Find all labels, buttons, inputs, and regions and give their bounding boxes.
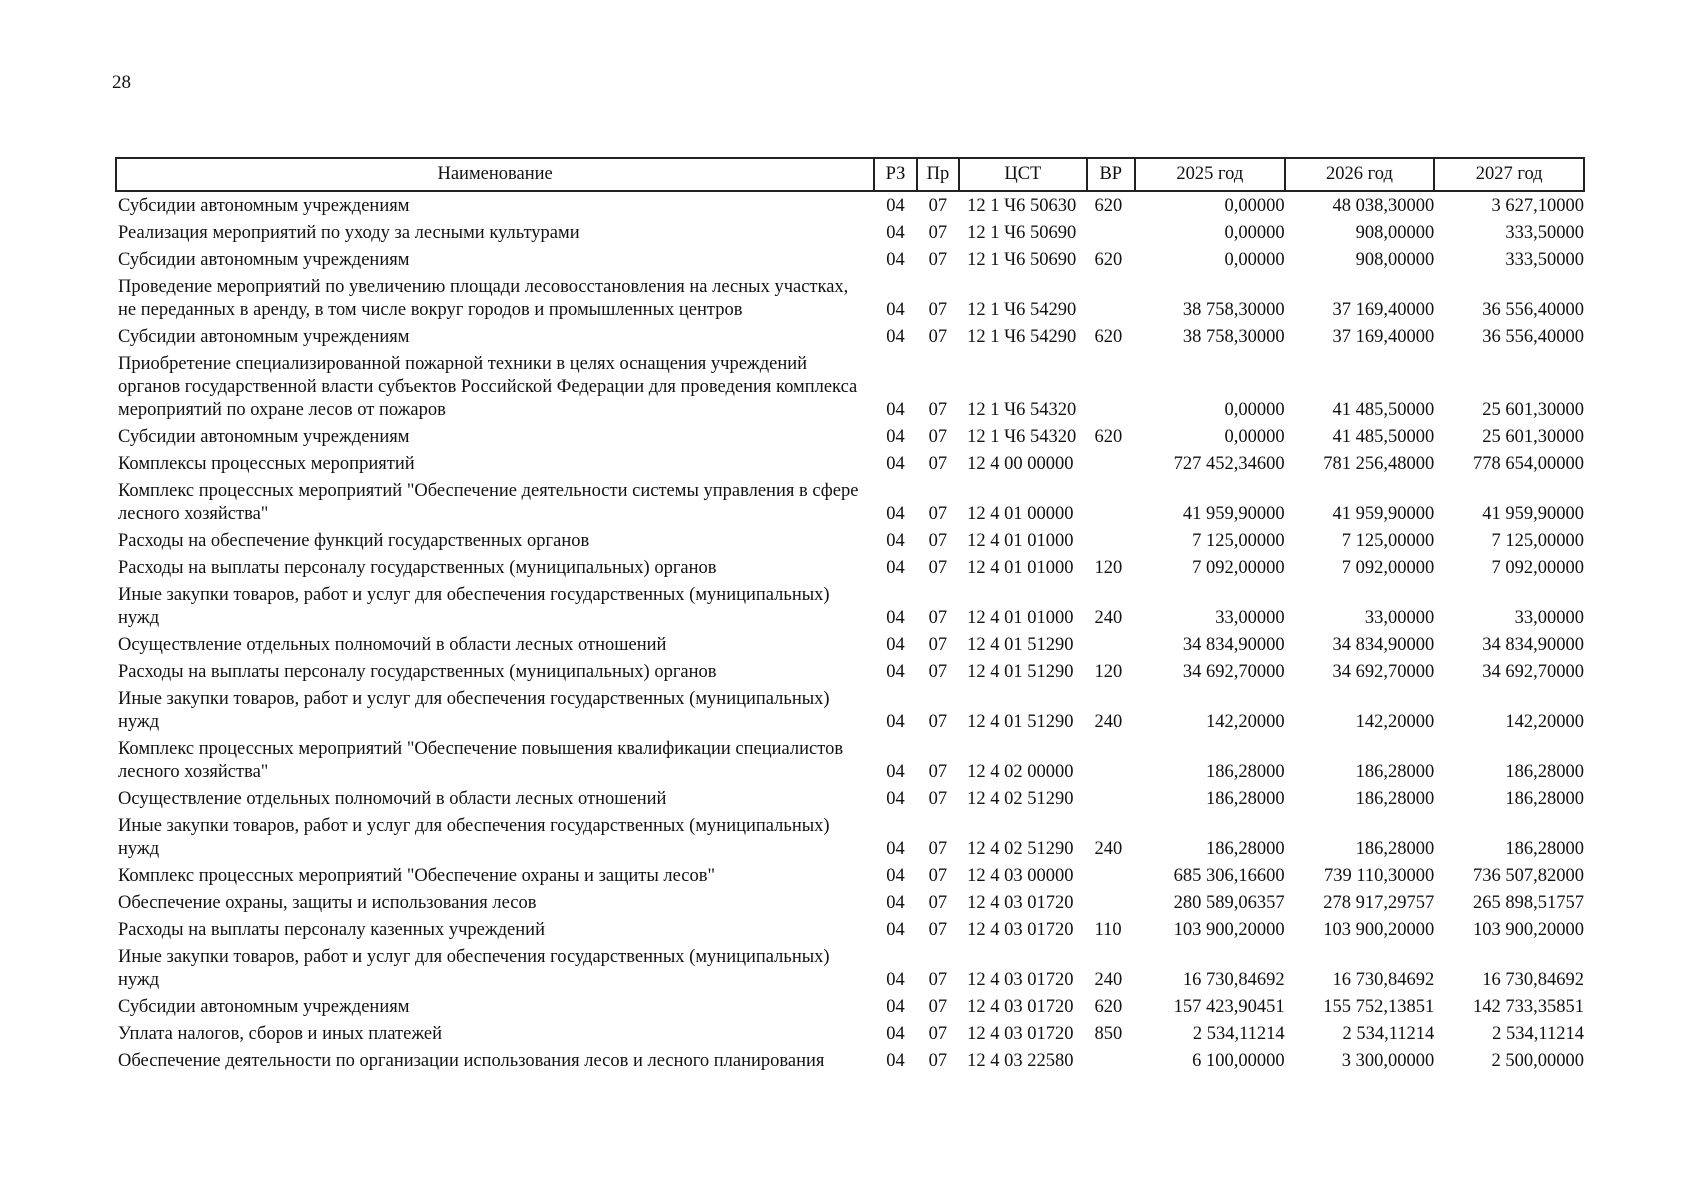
- cell-2026: 41 485,50000: [1332, 400, 1435, 420]
- cell-2025: 186,28000: [1206, 762, 1285, 782]
- cell-vr: 240: [1094, 970, 1123, 990]
- cell-cst: 12 4 01 00000: [967, 504, 1074, 524]
- table-row: [116, 323, 1584, 350]
- cell-rz: 04: [886, 327, 905, 347]
- cell-pr: 07: [928, 250, 948, 270]
- cell-2026: 7 092,00000: [1341, 558, 1435, 578]
- cell-name: Субсидии автономным учреждениям: [118, 997, 410, 1017]
- cell-2026: 739 110,30000: [1323, 866, 1435, 886]
- cell-rz: 04: [886, 920, 905, 940]
- cell-2027: 3 627,10000: [1491, 196, 1584, 216]
- cell-2027: 25 601,30000: [1482, 400, 1584, 420]
- cell-cst: 12 4 03 00000: [967, 866, 1074, 886]
- cell-2025: 33,00000: [1215, 608, 1285, 628]
- cell-name: Уплата налогов, сборов и иных платежей: [118, 1024, 443, 1044]
- cell-pr: 07: [928, 970, 948, 990]
- cell-2026: 3 300,00000: [1341, 1051, 1435, 1071]
- header-2025: 2025 год: [1135, 158, 1285, 191]
- cell-2027: 103 900,20000: [1473, 920, 1584, 940]
- cell-rz: 04: [886, 866, 905, 886]
- cell-rz: 04: [886, 400, 905, 420]
- cell-2025: 38 758,30000: [1182, 300, 1285, 320]
- header-vr: ВР: [1087, 158, 1136, 191]
- cell-2025: 727 452,34600: [1173, 454, 1285, 474]
- cell-vr: 620: [1094, 427, 1123, 447]
- cell-pr: 07: [928, 662, 948, 682]
- cell-vr: [1087, 735, 1136, 785]
- cell-vr: 110: [1094, 920, 1122, 940]
- cell-cst: 12 1 Ч6 50690: [967, 250, 1077, 270]
- cell-vr: 620: [1094, 196, 1123, 216]
- table-row: [116, 658, 1584, 685]
- cell-2025: 2 534,11214: [1192, 1024, 1285, 1044]
- cell-cst: 12 1 Ч6 54320: [967, 400, 1077, 420]
- cell-2026: 103 900,20000: [1323, 920, 1435, 940]
- cell-pr: 07: [928, 839, 948, 859]
- cell-cst: 12 1 Ч6 50630: [967, 196, 1077, 216]
- table-row: [116, 350, 1584, 423]
- page-number: 28: [112, 72, 131, 93]
- budget-table: [115, 157, 1585, 1074]
- cell-2026: 908,00000: [1355, 223, 1435, 243]
- cell-name: Иные закупки товаров, работ и услуг для обеспечения государственных (муниципальных) нужд: [118, 947, 830, 990]
- cell-cst: 12 4 02 51290: [967, 839, 1074, 859]
- cell-rz: 04: [886, 504, 905, 524]
- cell-name: Расходы на выплаты персоналу государственных (муниципальных) органов: [118, 662, 717, 682]
- cell-2025: 0,00000: [1224, 427, 1285, 447]
- cell-2026: 2 534,11214: [1342, 1024, 1435, 1044]
- table-row: [116, 631, 1584, 658]
- cell-cst: 12 4 01 51290: [967, 712, 1074, 732]
- cell-vr: [1087, 273, 1136, 323]
- cell-2025: 41 959,90000: [1182, 504, 1285, 524]
- cell-pr: 07: [928, 223, 948, 243]
- cell-vr: 620: [1094, 327, 1123, 347]
- cell-2027: 41 959,90000: [1482, 504, 1584, 524]
- cell-name: Субсидии автономным учреждениям: [118, 250, 410, 270]
- cell-2025: 34 834,90000: [1182, 635, 1285, 655]
- cell-2025: 142,20000: [1206, 712, 1285, 732]
- cell-2025: 685 306,16600: [1173, 866, 1285, 886]
- cell-2027: 33,00000: [1514, 608, 1584, 628]
- cell-pr: 07: [928, 893, 948, 913]
- cell-name: Проведение мероприятий по увеличению площади лесовосстановления на лесных участках, не переданных в аренду, в том числе вокруг городов и промышленных центров: [118, 277, 849, 320]
- cell-2026: 781 256,48000: [1323, 454, 1435, 474]
- cell-cst: 12 4 01 51290: [967, 635, 1074, 655]
- table-row: [116, 273, 1584, 323]
- cell-2027: 333,50000: [1505, 250, 1584, 270]
- cell-2025: 103 900,20000: [1173, 920, 1285, 940]
- table-row: [116, 916, 1584, 943]
- cell-2025: 0,00000: [1224, 250, 1285, 270]
- cell-name: Приобретение специализированной пожарной техники в целях оснащения учреждений органов государственной власти субъектов Российской Федерации для проведения комплекса мероприятий по охране лесов от пожаров: [118, 354, 858, 420]
- cell-pr: 07: [928, 300, 948, 320]
- cell-pr: 07: [928, 558, 948, 578]
- cell-pr: 07: [928, 635, 948, 655]
- table-row: [116, 527, 1584, 554]
- cell-cst: 12 4 02 51290: [967, 789, 1074, 809]
- cell-name: Субсидии автономным учреждениям: [118, 427, 410, 447]
- cell-pr: 07: [928, 712, 948, 732]
- header-cst: ЦСТ: [959, 158, 1086, 191]
- cell-2026: 41 959,90000: [1332, 504, 1435, 524]
- cell-name: Обеспечение охраны, защиты и использования лесов: [118, 893, 537, 913]
- table-row: [116, 246, 1584, 273]
- cell-vr: 240: [1094, 712, 1123, 732]
- table-row: [116, 581, 1584, 631]
- cell-vr: [1087, 219, 1136, 246]
- cell-2025: 280 589,06357: [1173, 893, 1285, 913]
- cell-2027: 16 730,84692: [1482, 970, 1584, 990]
- cell-name: Иные закупки товаров, работ и услуг для обеспечения государственных (муниципальных) нужд: [118, 585, 830, 628]
- cell-2027: 2 534,11214: [1492, 1024, 1584, 1044]
- cell-vr: [1087, 450, 1136, 477]
- cell-rz: 04: [886, 250, 905, 270]
- cell-2027: 7 125,00000: [1491, 531, 1584, 551]
- cell-2027: 142 733,35851: [1473, 997, 1584, 1017]
- table-row: [116, 862, 1584, 889]
- cell-cst: 12 1 Ч6 54290: [967, 327, 1077, 347]
- cell-cst: 12 4 03 01720: [967, 970, 1074, 990]
- cell-pr: 07: [928, 1051, 948, 1071]
- cell-cst: 12 4 03 01720: [967, 997, 1074, 1017]
- cell-2025: 186,28000: [1206, 789, 1285, 809]
- cell-2026: 41 485,50000: [1332, 427, 1435, 447]
- table-row: [116, 785, 1584, 812]
- cell-rz: 04: [886, 196, 905, 216]
- cell-2027: 25 601,30000: [1482, 427, 1584, 447]
- table-row: [116, 450, 1584, 477]
- cell-2027: 736 507,82000: [1473, 866, 1584, 886]
- header-2026: 2026 год: [1285, 158, 1435, 191]
- table-row: [116, 735, 1584, 785]
- cell-name: Иные закупки товаров, работ и услуг для обеспечения государственных (муниципальных) нужд: [118, 689, 830, 732]
- cell-vr: 620: [1094, 250, 1123, 270]
- cell-2026: 33,00000: [1364, 608, 1435, 628]
- cell-cst: 12 1 Ч6 54320: [967, 427, 1077, 447]
- table-row: [116, 1020, 1584, 1047]
- cell-2027: 778 654,00000: [1473, 454, 1584, 474]
- cell-2026: 37 169,40000: [1332, 327, 1435, 347]
- cell-rz: 04: [886, 427, 905, 447]
- cell-name: Осуществление отдельных полномочий в области лесных отношений: [118, 789, 667, 809]
- cell-pr: 07: [928, 866, 948, 886]
- cell-name: Комплекс процессных мероприятий "Обеспечение повышения квалификации специалистов лесного хозяйства": [118, 739, 844, 782]
- cell-name: Комплексы процессных мероприятий: [118, 454, 415, 474]
- table-body: [116, 191, 1584, 1074]
- cell-rz: 04: [886, 839, 905, 859]
- cell-2027: 2 500,00000: [1491, 1051, 1584, 1071]
- cell-name: Комплекс процессных мероприятий "Обеспечение охраны и защиты лесов": [118, 866, 716, 886]
- cell-rz: 04: [886, 893, 905, 913]
- cell-cst: 12 1 Ч6 54290: [967, 300, 1077, 320]
- cell-rz: 04: [886, 762, 905, 782]
- cell-cst: 12 4 01 51290: [967, 662, 1074, 682]
- table-row: [116, 477, 1584, 527]
- cell-2025: 0,00000: [1224, 400, 1285, 420]
- cell-2026: 16 730,84692: [1332, 970, 1435, 990]
- cell-pr: 07: [928, 920, 948, 940]
- cell-cst: 12 4 00 00000: [967, 454, 1074, 474]
- table-row: [116, 219, 1584, 246]
- cell-pr: 07: [928, 997, 948, 1017]
- cell-2027: 34 692,70000: [1482, 662, 1584, 682]
- header-pr: Пр: [917, 158, 959, 191]
- cell-pr: 07: [928, 196, 948, 216]
- cell-rz: 04: [886, 662, 905, 682]
- table-row: [116, 191, 1584, 219]
- cell-rz: 04: [886, 1024, 905, 1044]
- cell-2026: 34 692,70000: [1332, 662, 1435, 682]
- cell-name: Расходы на выплаты персоналу государственных (муниципальных) органов: [118, 558, 717, 578]
- cell-vr: 240: [1094, 839, 1123, 859]
- cell-2026: 155 752,13851: [1323, 997, 1435, 1017]
- cell-rz: 04: [886, 1051, 905, 1071]
- cell-vr: [1087, 862, 1136, 889]
- cell-name: Субсидии автономным учреждениям: [118, 327, 410, 347]
- cell-rz: 04: [886, 454, 905, 474]
- table-row: [116, 423, 1584, 450]
- cell-2026: 37 169,40000: [1332, 300, 1435, 320]
- cell-cst: 12 4 02 00000: [967, 762, 1074, 782]
- cell-2027: 7 092,00000: [1491, 558, 1584, 578]
- cell-cst: 12 1 Ч6 50690: [967, 223, 1077, 243]
- cell-rz: 04: [886, 789, 905, 809]
- cell-cst: 12 4 01 01000: [967, 608, 1074, 628]
- cell-name: Реализация мероприятий по уходу за лесными культурами: [118, 223, 580, 243]
- cell-2027: 265 898,51757: [1473, 893, 1584, 913]
- cell-2025: 186,28000: [1206, 839, 1285, 859]
- cell-name: Иные закупки товаров, работ и услуг для обеспечения государственных (муниципальных) нужд: [118, 816, 830, 859]
- cell-name: Осуществление отдельных полномочий в области лесных отношений: [118, 635, 667, 655]
- cell-rz: 04: [886, 558, 905, 578]
- cell-pr: 07: [928, 531, 948, 551]
- cell-vr: 850: [1094, 1024, 1123, 1044]
- cell-2025: 0,00000: [1224, 223, 1285, 243]
- cell-2026: 186,28000: [1355, 839, 1435, 859]
- cell-2025: 7 092,00000: [1192, 558, 1285, 578]
- cell-rz: 04: [886, 608, 905, 628]
- cell-pr: 07: [928, 1024, 948, 1044]
- cell-pr: 07: [928, 400, 948, 420]
- header-name: Наименование: [116, 158, 874, 191]
- cell-rz: 04: [886, 970, 905, 990]
- cell-2025: 7 125,00000: [1192, 531, 1285, 551]
- header-rz: РЗ: [874, 158, 916, 191]
- cell-name: Расходы на выплаты персоналу казенных учреждений: [118, 920, 545, 940]
- cell-2027: 186,28000: [1505, 762, 1584, 782]
- cell-2027: 186,28000: [1505, 789, 1584, 809]
- cell-2025: 6 100,00000: [1192, 1051, 1285, 1071]
- cell-2026: 186,28000: [1355, 789, 1435, 809]
- cell-name: Расходы на обеспечение функций государственных органов: [118, 531, 590, 551]
- cell-2025: 0,00000: [1224, 196, 1285, 216]
- table-row: [116, 812, 1584, 862]
- cell-2027: 36 556,40000: [1482, 300, 1584, 320]
- cell-pr: 07: [928, 762, 948, 782]
- cell-2027: 36 556,40000: [1482, 327, 1584, 347]
- cell-vr: [1087, 527, 1136, 554]
- cell-rz: 04: [886, 300, 905, 320]
- cell-2026: 908,00000: [1355, 250, 1435, 270]
- cell-rz: 04: [886, 997, 905, 1017]
- cell-2027: 142,20000: [1505, 712, 1584, 732]
- cell-vr: [1087, 889, 1136, 916]
- table-row: [116, 943, 1584, 993]
- table-header: [116, 158, 1584, 191]
- cell-vr: [1087, 631, 1136, 658]
- cell-rz: 04: [886, 712, 905, 732]
- cell-name: Комплекс процессных мероприятий "Обеспечение деятельности системы управления в сфере лесного хозяйства": [118, 481, 859, 524]
- cell-2025: 34 692,70000: [1182, 662, 1285, 682]
- cell-2026: 186,28000: [1355, 762, 1435, 782]
- cell-cst: 12 4 03 01720: [967, 893, 1074, 913]
- cell-name: Субсидии автономным учреждениям: [118, 196, 410, 216]
- cell-cst: 12 4 01 01000: [967, 558, 1074, 578]
- cell-2025: 38 758,30000: [1182, 327, 1285, 347]
- table-row: [116, 1047, 1584, 1074]
- cell-2027: 34 834,90000: [1482, 635, 1584, 655]
- cell-pr: 07: [928, 454, 948, 474]
- cell-pr: 07: [928, 608, 948, 628]
- cell-cst: 12 4 03 01720: [967, 1024, 1074, 1044]
- cell-2025: 157 423,90451: [1173, 997, 1285, 1017]
- cell-2026: 7 125,00000: [1341, 531, 1435, 551]
- cell-vr: 620: [1094, 997, 1123, 1017]
- cell-vr: 120: [1094, 662, 1123, 682]
- cell-2026: 48 038,30000: [1332, 196, 1435, 216]
- cell-2026: 34 834,90000: [1332, 635, 1435, 655]
- cell-vr: [1087, 785, 1136, 812]
- table-row: [116, 889, 1584, 916]
- cell-2027: 333,50000: [1505, 223, 1584, 243]
- header-2027: 2027 год: [1434, 158, 1584, 191]
- cell-rz: 04: [886, 223, 905, 243]
- table-row: [116, 554, 1584, 581]
- cell-cst: 12 4 03 01720: [967, 920, 1074, 940]
- cell-vr: [1087, 1047, 1136, 1074]
- cell-2026: 142,20000: [1355, 712, 1435, 732]
- table-row: [116, 685, 1584, 735]
- cell-rz: 04: [886, 635, 905, 655]
- cell-vr: 120: [1094, 558, 1123, 578]
- cell-cst: 12 4 03 22580: [967, 1051, 1074, 1071]
- table-row: [116, 993, 1584, 1020]
- cell-pr: 07: [928, 427, 948, 447]
- cell-vr: 240: [1094, 608, 1123, 628]
- cell-name: Обеспечение деятельности по организации использования лесов и лесного планирования: [118, 1051, 825, 1071]
- cell-pr: 07: [928, 327, 948, 347]
- cell-pr: 07: [928, 789, 948, 809]
- cell-2025: 16 730,84692: [1182, 970, 1285, 990]
- cell-cst: 12 4 01 01000: [967, 531, 1074, 551]
- cell-rz: 04: [886, 531, 905, 551]
- cell-vr: [1087, 350, 1136, 423]
- cell-2026: 278 917,29757: [1323, 893, 1435, 913]
- cell-vr: [1087, 477, 1136, 527]
- cell-2027: 186,28000: [1505, 839, 1584, 859]
- cell-pr: 07: [928, 504, 948, 524]
